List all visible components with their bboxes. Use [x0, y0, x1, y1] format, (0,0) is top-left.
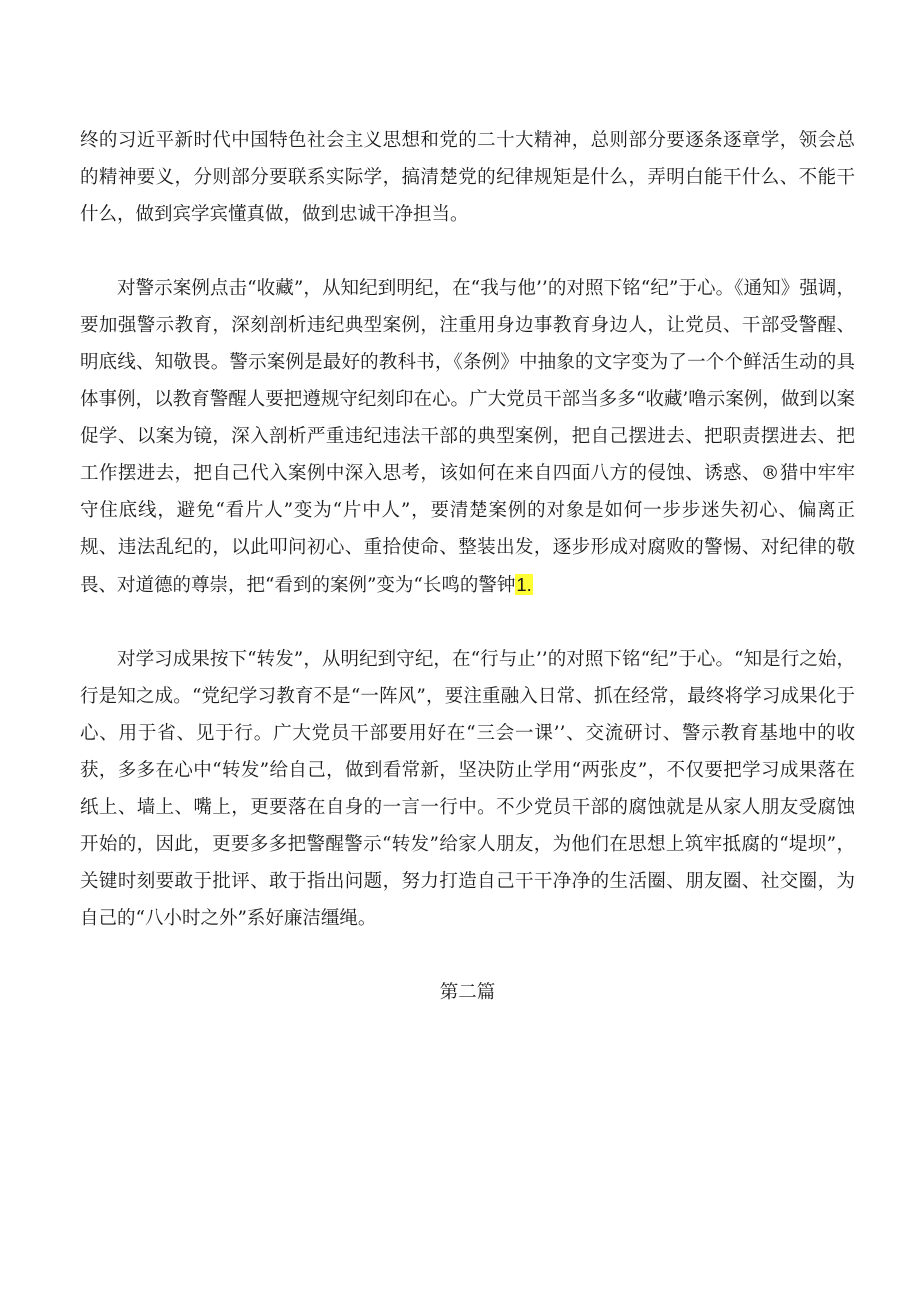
paragraph-continuation: 终的习近平新时代中国特色社会主义思想和党的二十大精神，总则部分要逐条逐章学，领会总的精神要义，分则部分要联系实际学，搞清楚党的纪律规矩是什么，弄明白能干什么、不能干什么，做到宾学宾懂真做，做到忠诚干净担当。: [80, 130, 855, 225]
document-body: [80, 122, 855, 1030]
paragraph-learning-results: 对学习成果按下“转发”，从明纪到守纪，在“行与止’’的对照下铭“纪”于心。“知是行之始，行是知之成。“党纪学习教育不是“一阵风”，要注重融入日常、抓在经常，最终将学习成果化于心、用于省、见于行。广大党员干部要用好在“三会一课’’、交流研讨、警示教育基地中的收获，多多在心中“转发”给自己，做到看常新，坚决防止学用“两张皮”，不仅要把学习成果落在纸上、墙上、嘴上，更要落在自身的一言一行中。不少党员干部的腐蚀就是从家人朋友受腐蚀开始的，因此，更要多多把警醒警示“转发”给家人朋友，为他们在思想上筑牢抵腐的“堤坝”，关键时刻要敢于批评、敢于指出问题，努力打造自己干干净净的生活圈、朋友圈、社交圈，为自己的“八小时之外”系好廉洁缰绳。: [80, 649, 855, 929]
highlighted-marker: 1.: [516, 574, 532, 595]
section-title: 第二篇: [439, 982, 496, 1003]
paragraph-warning-cases: [80, 270, 855, 604]
paragraph-warning-cases-text: 对警示案例点击“收藏”，从知纪到明纪，在“我与他’’的对照下铭“纪”于心。《通知》强调，要加强警示教育，深刻剖析违纪典型案例，注重用身边事教育身边人，让党员、干部受警醒、明底线、知敬畏。警示案例是最好的教科书，《条例》中抽象的文字变为了一个个鲜活生动的具体事例，以教育警醒人要把遵规守纪刻印在心。广大党员干部当多多“收藏’噜示案例，做到以案促学、以案为镜，深入剖析严重违纪违法干部的典型案例，把自己摆进去、把职责摆进去、把工作摆进去，把自己代入案例中深入思考，该如何在来自四面八方的侵蚀、诱惑、®猎中牢牢守住底线，避免“看片人”变为“片中人”，要清楚案例的对象是如何一步步迷失初心、偏离正规、违法乱纪的，以此叩问初心、重拾使命、整装出发，逐步形成对腐败的警惕、对纪律的敬畏、对道德的尊崇，把“看到的案例”变为“长鸣的警钟: [80, 278, 855, 596]
